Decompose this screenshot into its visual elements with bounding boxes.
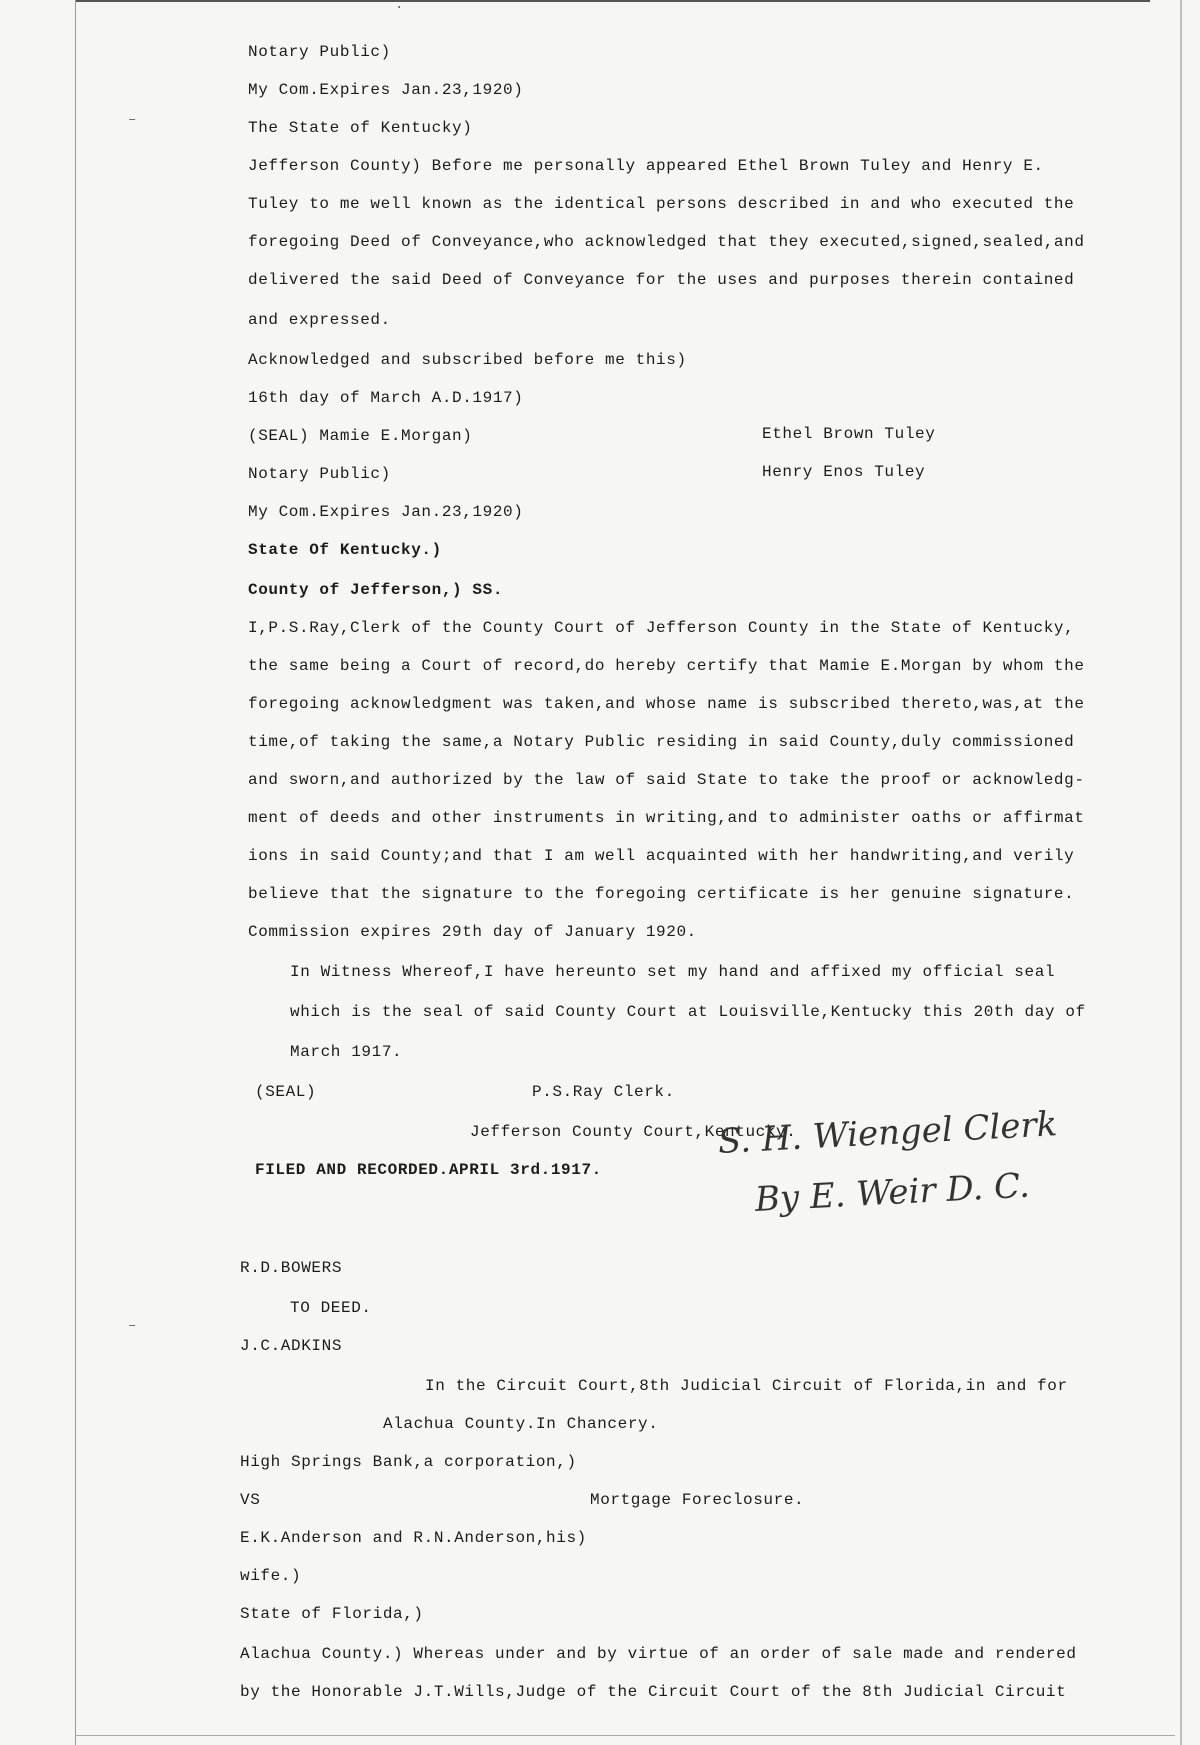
- doc-line: by the Honorable J.T.Wills,Judge of the Circuit Court of the 8th Judicial Circuit: [240, 1683, 1067, 1701]
- doc-line: Acknowledged and subscribed before me this): [248, 351, 687, 369]
- doc-line: and expressed.: [248, 311, 391, 329]
- doc-line: My Com.Expires Jan.23,1920): [248, 503, 524, 521]
- doc-line: In Witness Whereof,I have hereunto set my hand and affixed my official seal: [290, 963, 1056, 981]
- doc-line: Notary Public): [248, 465, 391, 483]
- top-border: [75, 0, 1150, 2]
- doc-line: High Springs Bank,a corporation,): [240, 1453, 577, 1471]
- bottom-border: [75, 1735, 1175, 1736]
- doc-line: March 1917.: [290, 1043, 403, 1061]
- doc-line: Notary Public): [248, 43, 391, 61]
- doc-line: County of Jefferson,) SS.: [248, 581, 504, 599]
- doc-line: E.K.Anderson and R.N.Anderson,his): [240, 1529, 587, 1547]
- margin-mark: ·: [395, 0, 404, 16]
- court-name: Jefferson County Court,Kentucky.: [470, 1123, 797, 1141]
- doc-line: Commission expires 29th day of January 1920.: [248, 923, 697, 941]
- doc-line: Tuley to me well known as the identical persons described in and who executed the: [248, 195, 1075, 213]
- right-edge-rule: [1180, 0, 1182, 1745]
- doc-line: wife.): [240, 1567, 302, 1585]
- doc-line: The State of Kentucky): [248, 119, 473, 137]
- party-name: R.D.BOWERS: [240, 1259, 343, 1277]
- signature-typed: Henry Enos Tuley: [762, 463, 926, 481]
- doc-line: My Com.Expires Jan.23,1920): [248, 81, 524, 99]
- handwritten-signature: By E. Weir D. C.: [753, 1165, 1031, 1220]
- doc-line: I,P.S.Ray,Clerk of the County Court of Jefferson County in the State of Kentucky,: [248, 619, 1075, 637]
- doc-line: believe that the signature to the foregoing certificate is her genuine signature.: [248, 885, 1075, 903]
- doc-line: State of Florida,): [240, 1605, 424, 1623]
- doc-line: foregoing Deed of Conveyance,who acknowledged that they executed,signed,sealed,and: [248, 233, 1085, 251]
- signature-typed: Ethel Brown Tuley: [762, 425, 936, 443]
- doc-line: which is the seal of said County Court at Louisville,Kentucky this 20th day of: [290, 1003, 1086, 1021]
- doc-line: Mortgage Foreclosure.: [590, 1491, 805, 1509]
- doc-line: Jefferson County) Before me personally appeared Ethel Brown Tuley and Henry E.: [248, 157, 1044, 175]
- doc-line: 16th day of March A.D.1917): [248, 389, 524, 407]
- doc-line: (SEAL) Mamie E.Morgan): [248, 427, 473, 445]
- doc-line: the same being a Court of record,do hereby certify that Mamie E.Morgan by whom the: [248, 657, 1085, 675]
- doc-line: Alachua County.In Chancery.: [383, 1415, 659, 1433]
- doc-line: In the Circuit Court,8th Judicial Circuit of Florida,in and for: [425, 1377, 1068, 1395]
- doc-line: foregoing acknowledgment was taken,and whose name is subscribed thereto,was,at the: [248, 695, 1085, 713]
- left-margin-rule: [75, 0, 76, 1745]
- margin-mark: ‒: [128, 112, 137, 128]
- doc-line: Alachua County.) Whereas under and by virtue of an order of sale made and rendered: [240, 1645, 1077, 1663]
- seal-label: (SEAL): [255, 1083, 317, 1101]
- doc-line: State Of Kentucky.): [248, 541, 442, 559]
- filing-stamp: FILED AND RECORDED.APRIL 3rd.1917.: [255, 1161, 602, 1179]
- doc-line: ions in said County;and that I am well acquainted with her handwriting,and verily: [248, 847, 1075, 865]
- deed-label: TO DEED.: [290, 1299, 372, 1317]
- doc-line: VS: [240, 1491, 261, 1509]
- clerk-name: P.S.Ray Clerk.: [532, 1083, 675, 1101]
- doc-line: delivered the said Deed of Conveyance for the uses and purposes therein contained: [248, 271, 1075, 289]
- margin-mark: ‒: [128, 1318, 137, 1334]
- handwritten-signature: S. H. Wiengel Clerk: [716, 1104, 1059, 1162]
- doc-line: time,of taking the same,a Notary Public residing in said County,duly commissioned: [248, 733, 1075, 751]
- doc-line: ment of deeds and other instruments in writing,and to administer oaths or affirmat: [248, 809, 1085, 827]
- party-name: J.C.ADKINS: [240, 1337, 343, 1355]
- doc-line: and sworn,and authorized by the law of said State to take the proof or acknowledg-: [248, 771, 1085, 789]
